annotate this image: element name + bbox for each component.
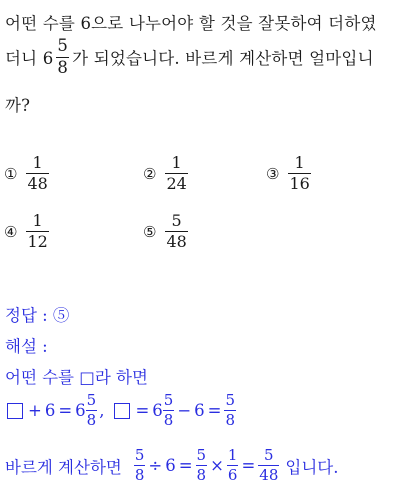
explanation-label: 해설 : (5, 337, 48, 356)
solution-line-1: 어떤 수를 □라 하면 (5, 368, 148, 387)
eq1-fraction: $\frac{5}{8}$ (86, 391, 97, 429)
option-1[interactable] (4, 155, 49, 192)
option-number: ④ (4, 222, 18, 241)
option-3[interactable] (266, 155, 311, 192)
option-fraction: $\frac{1}{12}$ (27, 211, 48, 251)
option-fraction: $\frac{5}{48}$ (166, 211, 187, 251)
final-fraction-a: $\frac{5}{8}$ (134, 446, 145, 484)
eq2-result-fraction: $\frac{5}{8}$ (225, 391, 236, 429)
unknown-box (7, 403, 23, 419)
option-fraction: $\frac{1}{24}$ (166, 153, 187, 193)
question-line-2 (5, 38, 374, 76)
final-fraction-b: $\frac{5}{8}$ (196, 446, 207, 484)
option-2[interactable] (143, 155, 188, 192)
solution-final: 바르게 계산하면 $\frac{5}{8}$ ÷ 6 = $\frac{5}{8}$ × $\frac{1}{6}$ = $\frac{5}{48}$ 입니다. (5, 446, 339, 484)
eq2-fraction: $\frac{5}{8}$ (163, 391, 174, 429)
final-result-fraction: $\frac{5}{48}$ (259, 446, 279, 484)
option-fraction: $\frac{1}{16}$ (289, 153, 310, 193)
question-line-2-pre: 더니 6 (5, 49, 54, 68)
option-number: ⑤ (143, 222, 157, 241)
question-line-3: 까? (5, 96, 31, 115)
unknown-box (114, 403, 130, 419)
question-line-2-post: 가 되었습니다. 바르게 계산하면 얼마입니 (72, 49, 374, 68)
final-prefix: 바르게 계산하면 (5, 457, 122, 477)
final-suffix: 입니다. (285, 457, 339, 477)
answer-label: 정답 : ⑤ (5, 306, 70, 325)
question-line-1: 어떤 수를 6으로 나누어야 할 것을 잘못하여 더하였 (5, 14, 377, 33)
solution-equations: + 6 = 6 $\frac{5}{8}$ , = 6 $\frac{5}{8}$ − 6 = $\frac{5}{8}$ (5, 393, 236, 428)
option-number: ① (4, 164, 18, 183)
option-fraction: $\frac{1}{48}$ (27, 153, 48, 193)
final-fraction-c: $\frac{1}{6}$ (227, 446, 238, 484)
mixed-number-fraction: $\frac{5}{8}$ (57, 36, 69, 77)
option-4[interactable] (4, 213, 49, 250)
option-number: ③ (266, 164, 280, 183)
option-number: ② (143, 164, 157, 183)
option-5[interactable] (143, 213, 188, 250)
